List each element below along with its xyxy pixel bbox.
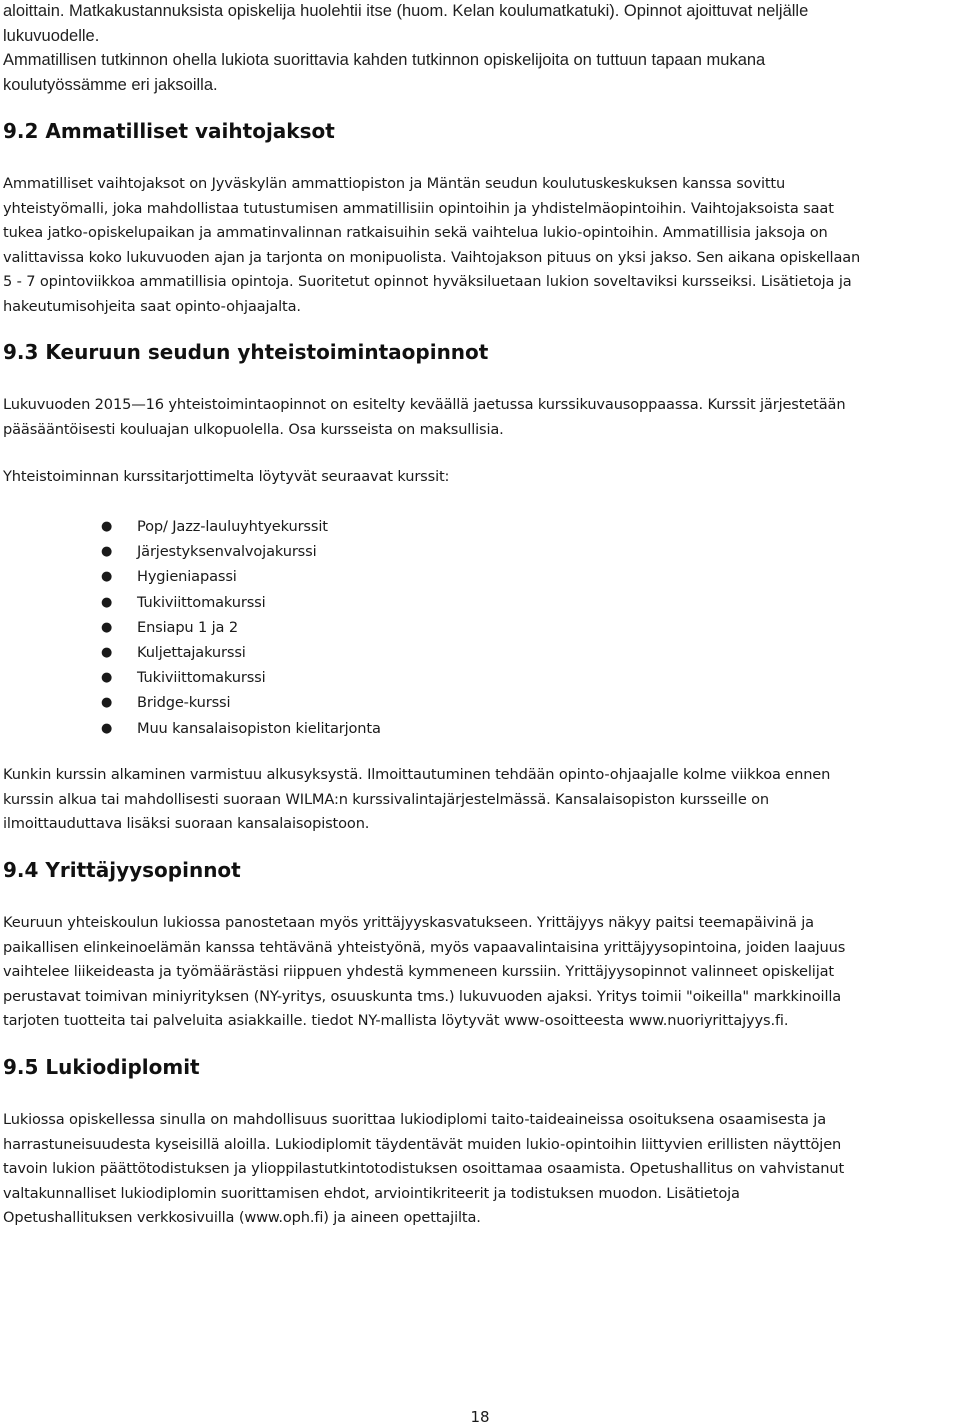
list-item-label: Tukiviittomakurssi (137, 593, 266, 611)
section-9-4-paragraph (3, 911, 845, 1034)
list-item-label: Bridge-kurssi (137, 694, 231, 712)
bullet-icon: ● (101, 695, 113, 711)
list-item (3, 716, 903, 741)
intro-line: lukuvuodelle. (3, 26, 100, 45)
paragraph-line: valtakunnalliset lukiodiplomin suorittamisen ehdot, arviointikriteerit ja todistuksen muodon. Lisätietoja (3, 1184, 740, 1202)
list-item-label: Hygieniapassi (137, 568, 237, 586)
paragraph-line: tukea jatko-opiskelupaikan ja ammatinvalinnan ratkaisuihin sekä vaihtelua lukio-opintoihin. Ammatillisia jaksoja on (3, 224, 828, 241)
paragraph-line: Ammatilliset vaihtojaksot on Jyväskylän ammattiopiston ja Mäntän seudun koulutuskeskuksen kanssa sovittu (3, 175, 786, 192)
paragraph-line: hakeutumisohjeita saat opinto-ohjaajalta. (3, 297, 301, 315)
list-item-label: Pop/ Jazz-lauluyhtyekurssit (137, 518, 328, 535)
list-item (3, 615, 903, 640)
list-item (3, 590, 903, 615)
intro-line: koulutyössämme eri jaksoilla. (3, 75, 218, 94)
list-item-label: Kuljettajakurssi (137, 644, 246, 662)
bullet-icon: ● (101, 519, 113, 534)
paragraph-line: Kunkin kurssin alkaminen varmistuu alkusyksystä. Ilmoittautuminen tehdään opinto-ohjaajalle kolme viikkoa ennen (3, 766, 831, 783)
bullet-icon: ● (101, 569, 113, 585)
section-9-2-paragraph (3, 172, 860, 319)
bullet-icon: ● (101, 594, 113, 610)
list-item (3, 665, 903, 690)
paragraph-line: pääsääntöisesti kouluajan ulkopuolella. Osa kursseista on maksullisia. (3, 420, 504, 438)
list-item-label: Muu kansalaisopiston kielitarjonta (137, 719, 381, 737)
paragraph-line: yhteistyömalli, joka mahdollistaa tutustumisen ammatillisiin opintoihin ja yhdistelmäopintoihin. Vaihtojaksoista saat (3, 199, 834, 217)
paragraph-line: paikallisen elinkeinoelämän kanssa tehtävänä yhteistyönä, myös vapaavalintaisina yrittäjyysopintoina, joiden laajuus (3, 938, 846, 956)
list-item (3, 539, 903, 564)
paragraph-line: valittavissa koko lukuvuoden ajan ja tarjonta on monipuolista. Vaihtojakson pituus on yksi jakso. Sen aikana opiskellaan (3, 248, 861, 266)
section-9-3-paragraph-1 (3, 393, 845, 442)
bullet-icon: ● (101, 670, 113, 686)
paragraph-line: harrastuneisuudesta kyseisillä aloilla. Lukiodiplomit täydentävät muiden lukio-opintoihin liittyvien erillisten näyttöjen (3, 1135, 842, 1153)
page-number: 18 (470, 1408, 490, 1426)
paragraph-line: ilmoittauduttava lisäksi suoraan kansalaisopistoon. (3, 815, 370, 832)
course-list (3, 514, 903, 741)
section-heading-9-2: 9.2 Ammatilliset vaihtojaksot (3, 119, 335, 143)
paragraph-line: perustavat toimivan miniyrityksen (NY-yritys, osuuskunta tms.) lukuvuoden ajaksi. Yritys toimii "oikeilla" markkinoilla (3, 987, 842, 1005)
paragraph-line: 5 - 7 opintoviikkoa ammatillisia opintoja. Suoritetut opinnot hyväksiluetaan lukion soveltaviksi kursseiksi. Lisätietoja ja (3, 273, 852, 290)
paragraph-line: vaihtelee liikeideasta ja työmäärästäsi riippuen yhdestä kymmeneen kurssiin. Yrittäjyysopinnot valinneet opiskelijat (3, 963, 834, 980)
intro-line: Ammatillisen tutkinnon ohella lukiota suorittavia kahden tutkinnon opiskelijoita on tuttuun tapaan mukana (3, 51, 766, 69)
section-9-3-paragraph-2: Yhteistoiminnan kurssitarjottimelta löytyvät seuraavat kurssit: (3, 468, 450, 485)
list-item (3, 640, 903, 665)
list-item (3, 514, 903, 539)
paragraph-line: kurssin alkua tai mahdollisesti suoraan WILMA:n kurssivalintajärjestelmässä. Kansalaisopiston kursseille on (3, 790, 770, 808)
paragraph-line: Lukiossa opiskellessa sinulla on mahdollisuus suorittaa lukiodiplomi taito-taideaineissa osoituksena osaamisesta ja (3, 1111, 826, 1128)
paragraph-line: Lukuvuoden 2015—16 yhteistoimintaopinnot on esitelty keväällä jaetussa kurssikuvausoppaassa. Kurssit järjestetään (3, 396, 846, 413)
paragraph-line: Keuruun yhteiskoulun lukiossa panostetaan myös yrittäjyyskasvatukseen. Yrittäjyys näkyy paitsi teemapäivinä ja (3, 914, 814, 931)
bullet-icon: ● (101, 720, 113, 736)
section-9-5-paragraph (3, 1108, 844, 1231)
list-item-label: Ensiapu 1 ja 2 (137, 618, 238, 636)
section-heading-9-3: 9.3 Keuruun seudun yhteistoimintaopinnot (3, 340, 489, 364)
bullet-icon: ● (101, 544, 113, 560)
paragraph-line: Opetushallituksen verkkosivuilla (www.oph.fi) ja aineen opettajilta. (3, 1209, 481, 1226)
bullet-icon: ● (101, 645, 113, 661)
section-heading-9-4: 9.4 Yrittäjyysopinnot (3, 858, 241, 882)
list-item (3, 564, 903, 589)
paragraph-line: tarjoten tuotteita tai palveluita asiakkaille. tiedot NY-mallista löytyvät www-osoitteesta www.nuoriyrittajyys.fi. (3, 1012, 789, 1029)
intro-paragraph (3, 0, 808, 97)
section-9-3-paragraph-3 (3, 763, 830, 837)
list-item-label: Järjestyksenvalvojakurssi (137, 543, 317, 561)
paragraph-line: tavoin lukion päättötodistuksen ja ylioppilastutkintotodistuksen osoittamaa osaamista. Opetushallitus on vahvistanut (3, 1160, 845, 1177)
bullet-icon: ● (101, 619, 113, 635)
section-heading-9-5: 9.5 Lukiodiplomit (3, 1055, 200, 1079)
intro-line: aloittain. Matkakustannuksista opiskelija huolehtii itse (huom. Kelan koulumatkatuki). Opinnot ajoittuvat neljälle (3, 2, 809, 20)
list-item (3, 690, 903, 715)
list-item-label: Tukiviittomakurssi (137, 669, 266, 687)
